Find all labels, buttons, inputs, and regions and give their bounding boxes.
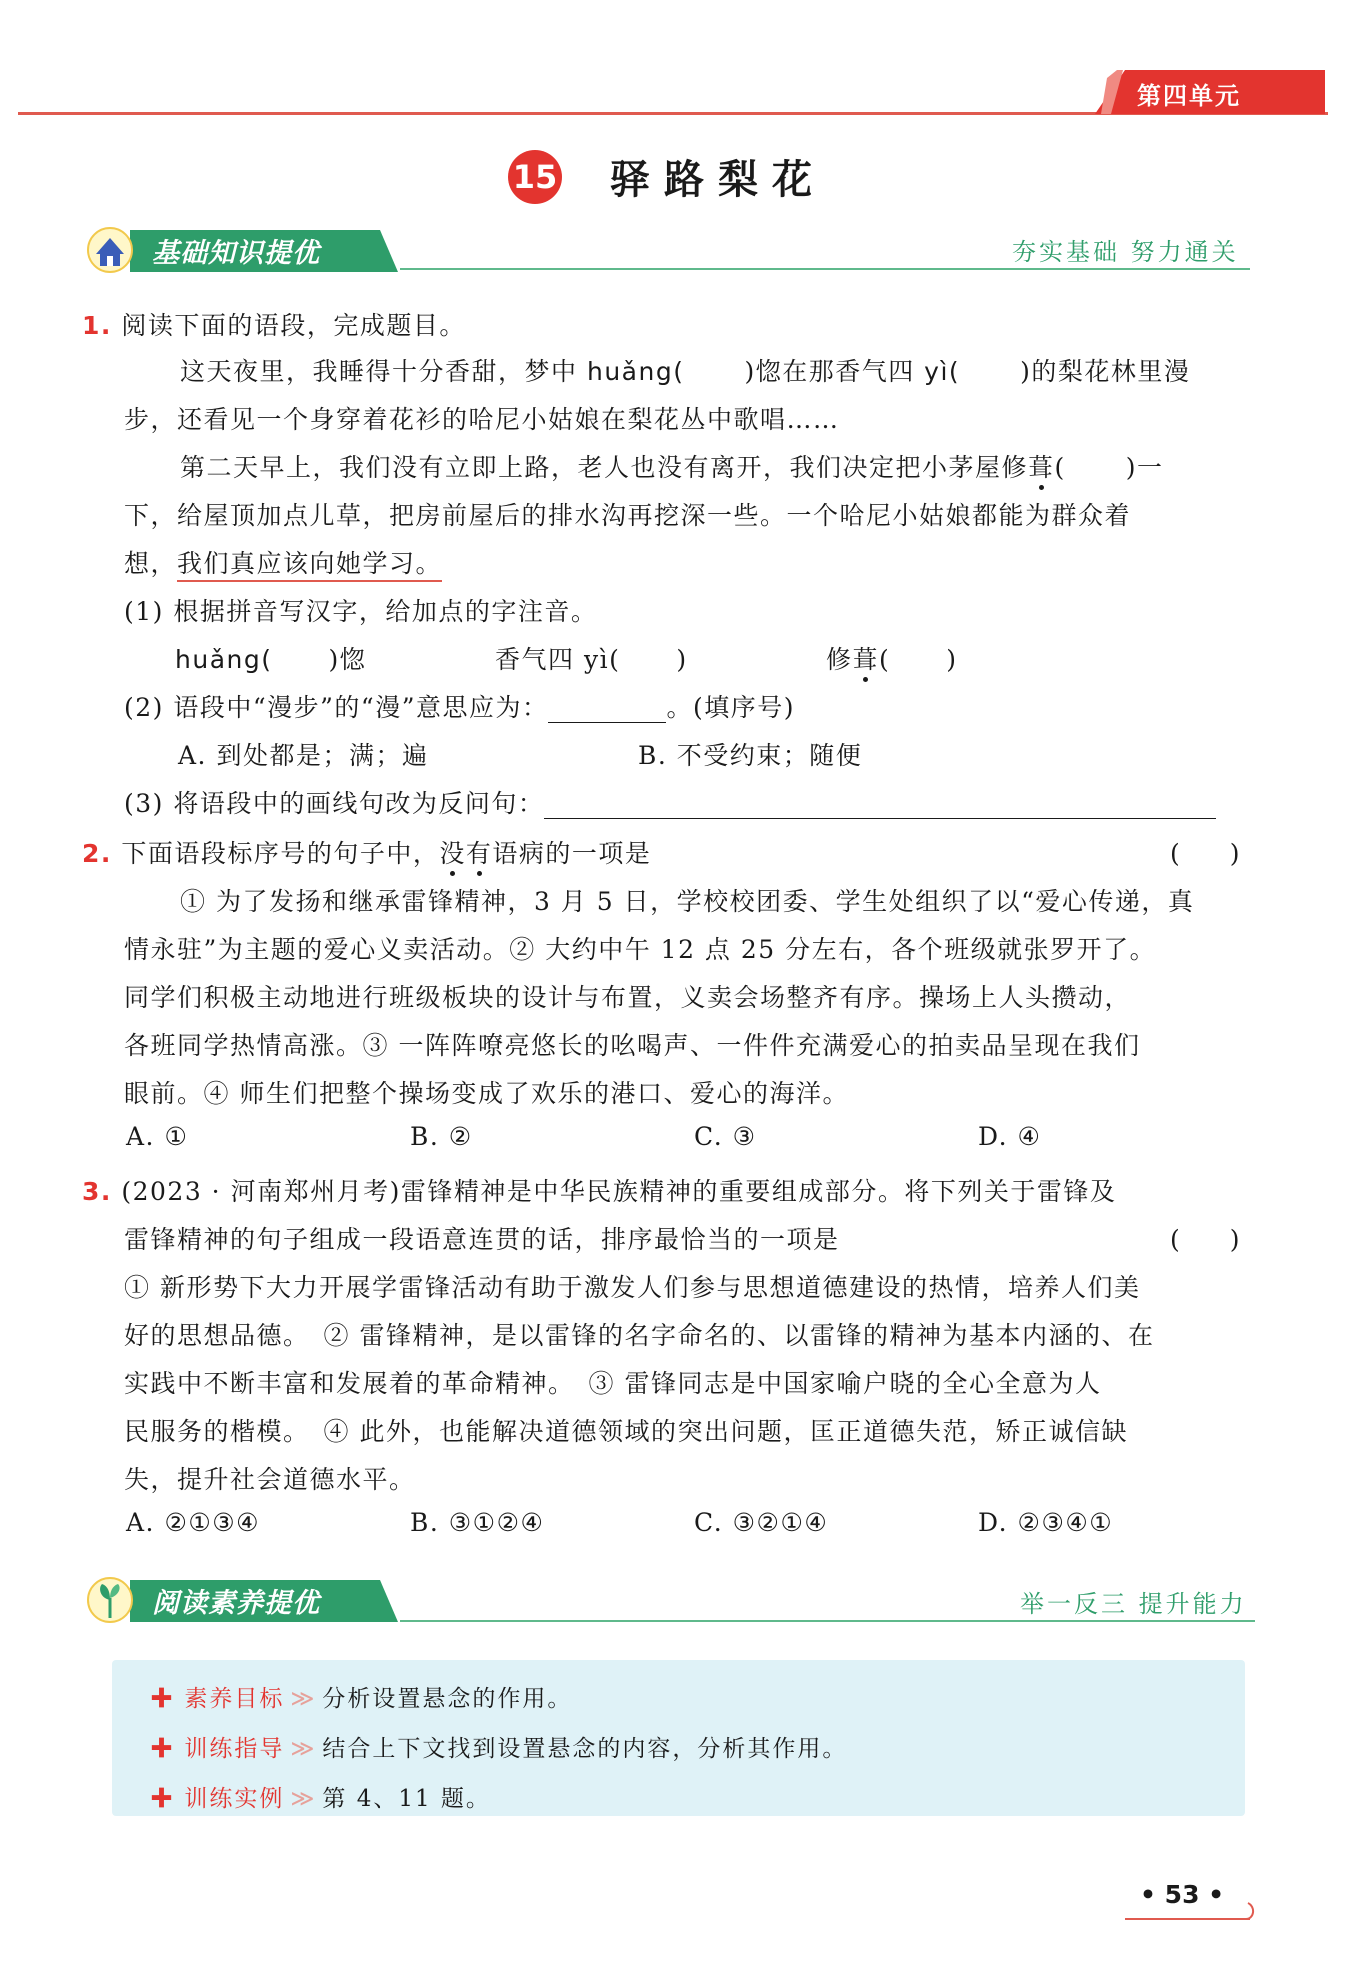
q3-line-4: 好的思想品德。 ② 雷锋精神，是以雷锋的名字命名的、以雷锋的精神为基本内涵的、在 bbox=[124, 1321, 1155, 1350]
q2-option-d[interactable]: D. ④ bbox=[978, 1122, 1042, 1151]
q1-paragraph-1-line-2: 步，还看见一个身穿着花衫的哈尼小姑娘在梨花丛中歌唱…… bbox=[124, 405, 840, 434]
double-arrow-icon: ≫ bbox=[290, 1786, 317, 1812]
tip-label: 训练实例 bbox=[184, 1786, 285, 1812]
section-slogan: 夯实基础 努力通关 bbox=[1012, 238, 1239, 266]
q1-sub-3: (3) 将语段中的画线句改为反问句： bbox=[124, 784, 1216, 820]
question-2-stem: 2. 下面语段标序号的句子中，没有语病的一项是 bbox=[82, 839, 652, 868]
literacy-tips-box bbox=[112, 1660, 1245, 1816]
unit-tab bbox=[1095, 70, 1325, 114]
dotted-char: 葺 bbox=[852, 645, 880, 674]
q3-line-6: 民服务的楷模。 ④ 此外，也能解决道德领域的突出问题，匡正道德失范，矫正诚信缺 bbox=[124, 1417, 1128, 1446]
page-corner-swoosh-icon bbox=[1218, 1893, 1258, 1923]
q1-paragraph-2-line-2: 下，给屋顶加点儿草，把房前屋后的排水沟再挖深一些。一个哈尼小姑娘都能为群众着 bbox=[124, 501, 1132, 530]
tip-label: 训练指导 bbox=[184, 1736, 285, 1762]
question-1-stem: 1. 阅读下面的语段，完成题目。 bbox=[82, 311, 466, 340]
lesson-title: 驿路梨花 bbox=[610, 156, 826, 203]
dotted-char: 葺 bbox=[1028, 453, 1055, 482]
q3-line-5: 实践中不断丰富和发展着的革命精神。 ③ 雷锋同志是中国家喻户晓的全心全意为人 bbox=[124, 1369, 1102, 1398]
tip-label: 素养目标 bbox=[184, 1686, 285, 1712]
q2-line-4: 各班同学热情高涨。③ 一阵阵嘹亮悠长的吆喝声、一件件充满爱心的拍卖品呈现在我们 bbox=[124, 1031, 1141, 1060]
tip-text: 第 4、11 题。 bbox=[322, 1786, 491, 1812]
q1-paragraph-2-line-1: 第二天早上，我们没有立即上路，老人也没有离开，我们决定把小茅屋修葺( )一 bbox=[180, 453, 1164, 482]
q2-option-a[interactable]: A. ① bbox=[126, 1122, 189, 1151]
q3-option-c[interactable]: C. ③②①④ bbox=[694, 1508, 829, 1537]
q1-paragraph-1-line-1: 这天夜里，我睡得十分香甜，梦中 huǎng( )惚在那香气四 yì( )的梨花林里漫 bbox=[180, 357, 1191, 386]
tip-text: 结合上下文找到设置悬念的内容，分析其作用。 bbox=[322, 1736, 848, 1762]
double-arrow-icon: ≫ bbox=[290, 1736, 317, 1762]
lesson-number-badge: 15 bbox=[508, 150, 562, 204]
q3-option-b[interactable]: B. ③①②④ bbox=[410, 1508, 545, 1537]
q2-option-b[interactable]: B. ② bbox=[410, 1122, 473, 1151]
answer-blank[interactable] bbox=[548, 693, 666, 723]
section-banner-label: 基础知识提优 bbox=[152, 238, 320, 269]
page-number: • 53 • bbox=[1140, 1880, 1225, 1909]
q3-line-3: ① 新形势下大力开展学雷锋活动有助于激发人们参与思想道德建设的热情，培养人们美 bbox=[124, 1273, 1141, 1302]
underlined-sentence: 我们真应该向她学习。 bbox=[177, 549, 442, 582]
answer-parentheses[interactable]: ( ) bbox=[1170, 1225, 1240, 1254]
section-rule bbox=[400, 1620, 1255, 1622]
unit-label: 第四单元 bbox=[1137, 82, 1241, 110]
q1-sub-2-option-b: B. 不受约束；随便 bbox=[638, 741, 863, 770]
section-slogan: 举一反三 提升能力 bbox=[1020, 1590, 1247, 1618]
tip-row bbox=[150, 1680, 572, 1713]
double-arrow-icon: ≫ bbox=[290, 1686, 317, 1712]
q3-option-a[interactable]: A. ②①③④ bbox=[126, 1508, 261, 1537]
tip-row bbox=[150, 1780, 491, 1813]
q3-line-2: 雷锋精神的句子组成一段语意连贯的话，排序最恰当的一项是 bbox=[124, 1225, 840, 1254]
question-number: 2. bbox=[82, 839, 112, 868]
dotted-char: 有 bbox=[465, 839, 493, 868]
tip-text: 分析设置悬念的作用。 bbox=[322, 1686, 573, 1712]
q2-line-2: 情永驻”为主题的爱心义卖活动。② 大约中午 12 点 25 分左右，各个班级就张罗开了。 bbox=[124, 935, 1157, 964]
q1-sub-1: (1) 根据拼音写汉字，给加点的字注音。 bbox=[124, 597, 598, 626]
q1-sub-1-item-2: 香气四 yì( ) bbox=[495, 645, 688, 674]
question-3-stem: 3. (2023 · 河南郑州月考)雷锋精神是中华民族精神的重要组成部分。将下列关于雷锋及 bbox=[82, 1177, 1117, 1206]
plus-icon: ✚ bbox=[150, 1686, 175, 1712]
plus-icon: ✚ bbox=[150, 1736, 175, 1762]
q2-line-1: ① 为了发扬和继承雷锋精神，3 月 5 日，学校校团委、学生处组织了以“爱心传递，真 bbox=[180, 887, 1195, 916]
section-rule bbox=[400, 268, 1250, 270]
question-number: 1. bbox=[82, 311, 112, 340]
q1-sub-2-option-a: A. 到处都是；满；遍 bbox=[178, 741, 429, 770]
q1-paragraph-2-line-3: 想，我们真应该向她学习。 bbox=[124, 544, 442, 580]
question-number: 3. bbox=[82, 1177, 112, 1206]
answer-line[interactable] bbox=[544, 789, 1216, 819]
q2-line-3: 同学们积极主动地进行班级板块的设计与布置，义卖会场整齐有序。操场上人头攒动， bbox=[124, 983, 1132, 1012]
section-banner-label: 阅读素养提优 bbox=[152, 1588, 320, 1619]
q1-sub-1-item-1: huǎng( )惚 bbox=[175, 645, 367, 674]
section-banner-reading bbox=[80, 1572, 400, 1624]
section-banner-basics bbox=[80, 222, 400, 274]
dotted-char: 没 bbox=[439, 839, 466, 868]
q2-option-c[interactable]: C. ③ bbox=[694, 1122, 757, 1151]
answer-parentheses[interactable]: ( ) bbox=[1170, 839, 1240, 868]
tip-row bbox=[150, 1730, 847, 1763]
q2-line-5: 眼前。④ 师生们把整个操场变成了欢乐的港口、爱心的海洋。 bbox=[124, 1079, 849, 1108]
q3-line-7: 失，提升社会道德水平。 bbox=[124, 1465, 416, 1494]
q1-sub-2: (2) 语段中“漫步”的“漫”意思应为： 。(填序号) bbox=[124, 693, 795, 722]
plus-icon: ✚ bbox=[150, 1786, 175, 1812]
q3-option-d[interactable]: D. ②③④① bbox=[978, 1508, 1114, 1537]
q1-sub-1-item-3: 修葺( ) bbox=[826, 645, 958, 674]
